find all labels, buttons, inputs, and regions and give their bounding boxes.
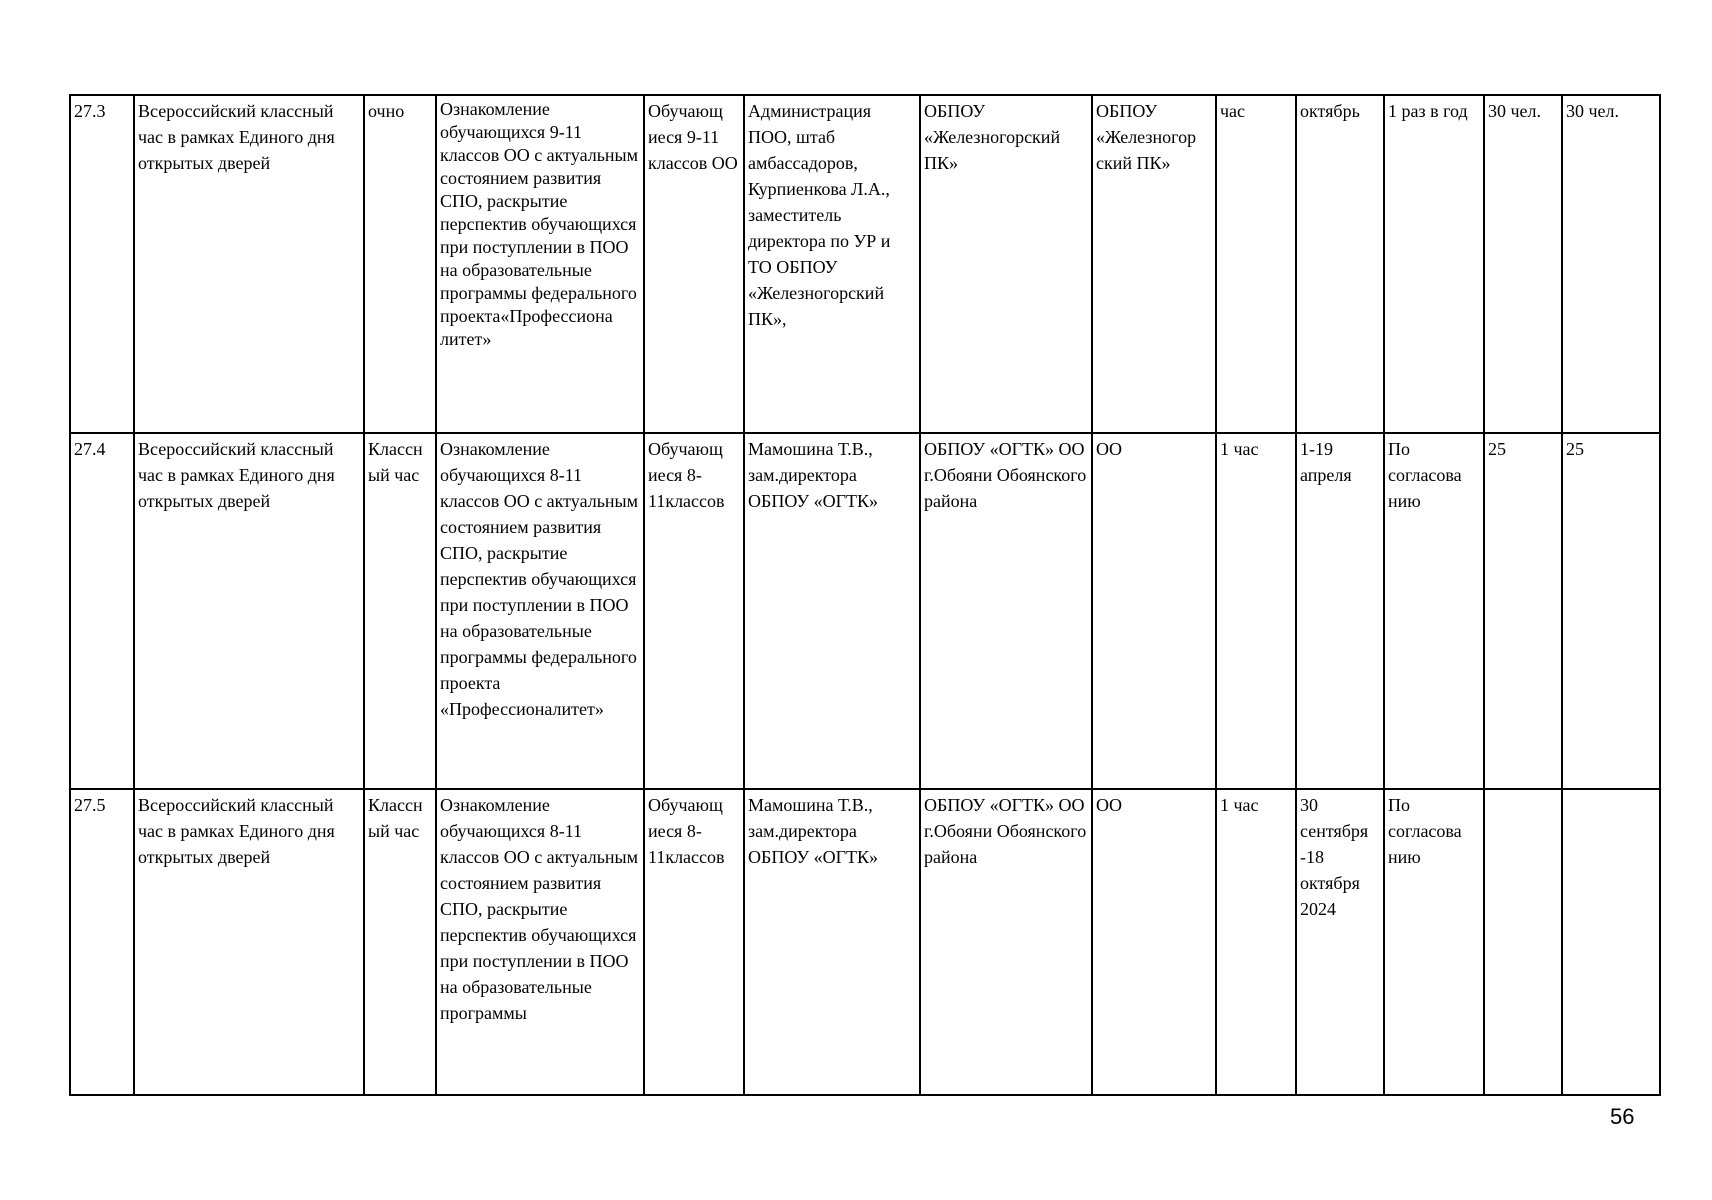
- event-description: Ознакомление обучающихся 9-11 классов ОО с актуальным состоянием развития СПО, раскрытие перспектив обучающихся при поступлении в ПОО на образовательные программы федерального проекта«Профессиона литет»: [436, 95, 644, 433]
- event-duration: 1 час: [1216, 433, 1296, 789]
- table-row: [70, 95, 1660, 433]
- event-name: Всероссийский классный час в рамках Единого дня открытых дверей: [134, 95, 364, 433]
- table-row: [70, 789, 1660, 1095]
- event-name: Всероссийский классный час в рамках Единого дня открытых дверей: [134, 789, 364, 1095]
- event-audience: Обучающ иеся 9-11 классов ОО: [644, 95, 744, 433]
- event-duration: 1 час: [1216, 789, 1296, 1095]
- event-frequency: По согласова нию: [1384, 433, 1484, 789]
- events-table: [69, 94, 1661, 1096]
- row-number: 27.5: [70, 789, 134, 1095]
- event-format: Классн ый час: [364, 789, 436, 1095]
- row-number: 27.4: [70, 433, 134, 789]
- event-audience: Обучающ иеся 8-11классов: [644, 433, 744, 789]
- event-duration: час: [1216, 95, 1296, 433]
- event-dates: 30 сентября -18 октября 2024: [1296, 789, 1384, 1095]
- event-fact-count: [1562, 789, 1660, 1095]
- event-fact-count: 30 чел.: [1562, 95, 1660, 433]
- event-name: Всероссийский классный час в рамках Единого дня открытых дверей: [134, 433, 364, 789]
- page-number: 56: [1610, 1104, 1635, 1129]
- event-plan-count: 25: [1484, 433, 1562, 789]
- event-responsible: Мамошина Т.В., зам.директора ОБПОУ «ОГТК»: [744, 789, 920, 1095]
- event-dates: октябрь: [1296, 95, 1384, 433]
- event-frequency: 1 раз в год: [1384, 95, 1484, 433]
- event-description: Ознакомление обучающихся 8-11 классов ОО с актуальным состоянием развития СПО, раскрытие перспектив обучающихся при поступлении в ПОО на образовательные программы: [436, 789, 644, 1095]
- event-dates: 1-19 апреля: [1296, 433, 1384, 789]
- event-audience: Обучающ иеся 8-11классов: [644, 789, 744, 1095]
- event-frequency: По согласова нию: [1384, 789, 1484, 1095]
- event-description: Ознакомление обучающихся 8-11 классов ОО с актуальным состоянием развития СПО, раскрытие перспектив обучающихся при поступлении в ПОО на образовательные программы федерального проекта «Профессионалитет»: [436, 433, 644, 789]
- event-plan-count: 30 чел.: [1484, 95, 1562, 433]
- event-venue: ОБПОУ «ОГТК» ОО г.Обояни Обоянского района: [920, 789, 1092, 1095]
- event-responsible: Администрация ПОО, штаб амбассадоров, Курпиенкова Л.А., заместитель директора по УР и ТО ОБПОУ «Железногорский ПК»,: [744, 95, 920, 433]
- event-fact-count: 25: [1562, 433, 1660, 789]
- event-plan-count: [1484, 789, 1562, 1095]
- event-organization: ОО: [1092, 789, 1216, 1095]
- event-venue: ОБПОУ «Железногорский ПК»: [920, 95, 1092, 433]
- event-format: Классн ый час: [364, 433, 436, 789]
- event-venue: ОБПОУ «ОГТК» ОО г.Обояни Обоянского района: [920, 433, 1092, 789]
- row-number: 27.3: [70, 95, 134, 433]
- table-row: [70, 433, 1660, 789]
- event-organization: ОБПОУ «Железногор ский ПК»: [1092, 95, 1216, 433]
- event-format: очно: [364, 95, 436, 433]
- event-responsible: Мамошина Т.В., зам.директора ОБПОУ «ОГТК»: [744, 433, 920, 789]
- event-organization: ОО: [1092, 433, 1216, 789]
